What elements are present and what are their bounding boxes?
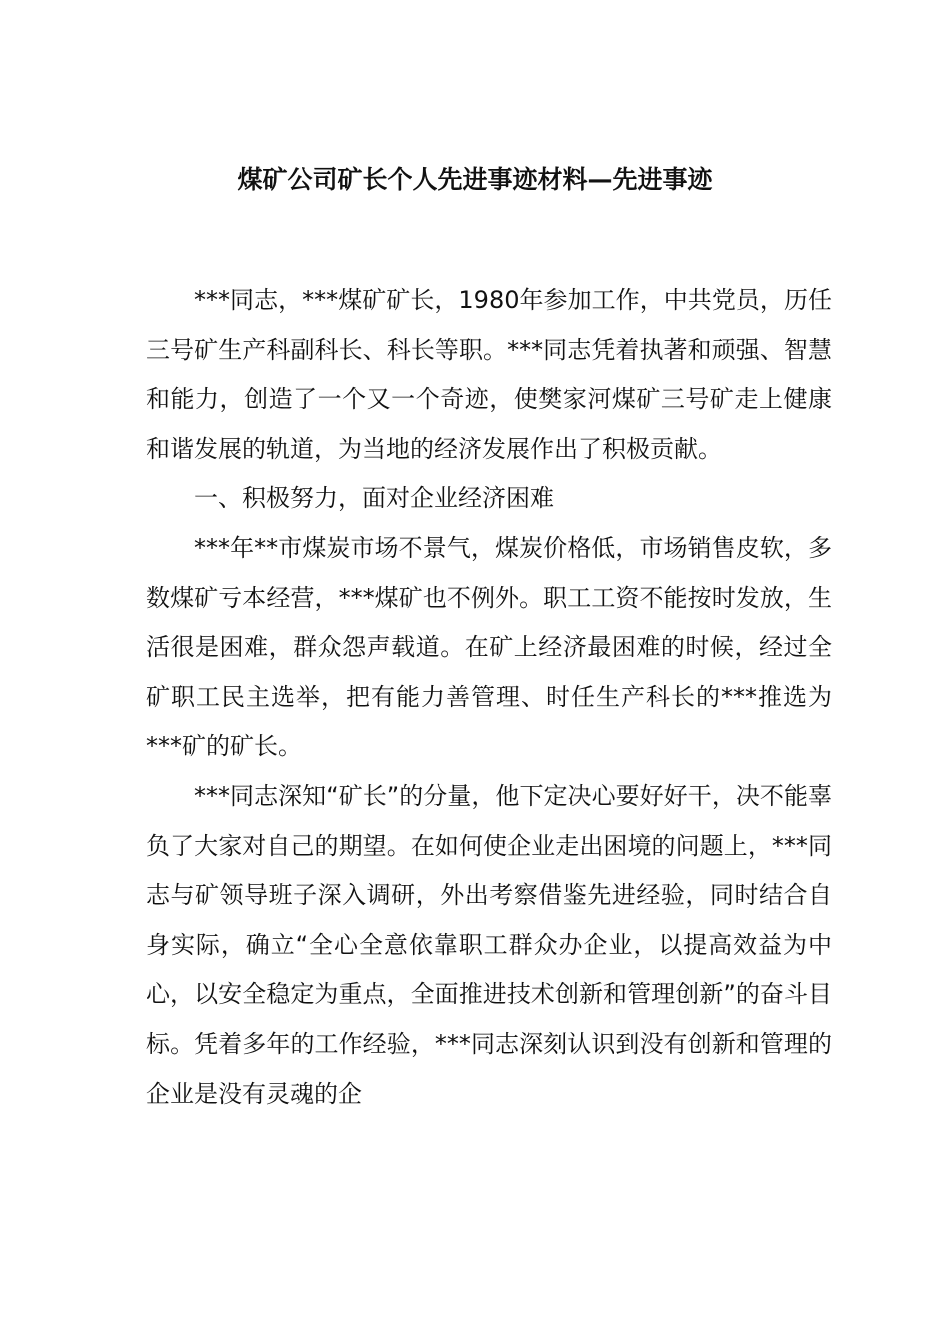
paragraph-intro: ***同志，***煤矿矿长，1980年参加工作，中共党员，历任三号矿生产科副科长、科长等职。***同志凭着执著和顽强、智慧和能力，创造了一个又一个奇迹，使樊家河煤矿三号矿走上健康和谐发展的轨道，为当地的经济发展作出了积极贡献。 (146, 286, 832, 463)
paragraph-market-difficulty: ***年**市煤炭市场不景气，煤炭价格低，市场销售皮软，多数煤矿亏本经营，***煤矿也不例外。职工工资不能按时发放，生活很是困难，群众怨声载道。在矿上经济最困难的时候，经过全矿职工民主选举，把有能力善管理、时任生产科长的***推选为***矿的矿长。 (146, 533, 832, 761)
document-body (146, 276, 832, 1119)
document-title: 煤矿公司矿长个人先进事迹材料—先进事迹 (237, 165, 713, 194)
paragraph-goal-setting: ***同志深知“矿长”的分量，他下定决心要好好干，决不能辜负了大家对自己的期望。在如何使企业走出困境的问题上，***同志与矿领导班子深入调研，外出考察借鉴先进经验，同时结合自身实际，确立“全心全意依靠职工群众办企业，以提高效益为中心，以安全稳定为重点，全面推进技术创新和管理创新”的奋斗目标。凭着多年的工作经验，***同志深刻认识到没有创新和管理的企业是没有灵魂的企 (146, 781, 832, 1108)
section-heading-1: 一、积极努力，面对企业经济困难 (194, 484, 554, 513)
